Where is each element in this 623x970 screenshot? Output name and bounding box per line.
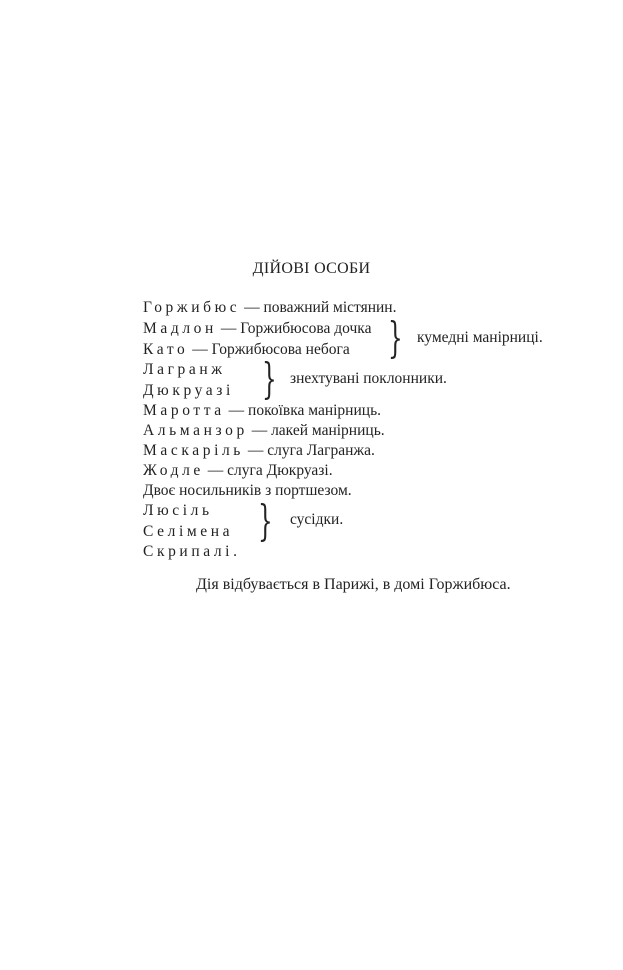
group-label-susidky: сусідки. bbox=[290, 511, 344, 528]
character-name: Альманзор bbox=[143, 422, 248, 439]
character-role: Двоє носильників з портшезом. bbox=[143, 482, 352, 499]
character-line bbox=[143, 522, 233, 541]
group-label-poklonnyky: знехтувані поклонники. bbox=[290, 370, 447, 387]
character-role: — поважний містянин. bbox=[240, 299, 397, 316]
character-role: — покоївка манірниць. bbox=[224, 402, 382, 419]
character-line bbox=[143, 340, 350, 359]
character-name: Като bbox=[143, 341, 189, 358]
right-brace-icon: } bbox=[388, 313, 403, 362]
character-line bbox=[143, 381, 234, 400]
right-brace-icon: } bbox=[262, 354, 277, 403]
character-name: Лагранж bbox=[143, 361, 226, 378]
group-label-manirnytsi: кумедні манірниці. bbox=[417, 329, 543, 346]
character-line bbox=[143, 501, 213, 520]
character-name: Скрипалі. bbox=[143, 543, 241, 560]
character-role: — слуга Дюкруазі. bbox=[203, 462, 333, 479]
character-name: Селімена bbox=[143, 523, 234, 540]
character-name: Дюкруазі bbox=[143, 382, 234, 399]
character-line bbox=[143, 441, 375, 460]
right-brace-icon: } bbox=[258, 496, 273, 545]
character-role: — лакей манірниць. bbox=[247, 422, 385, 439]
character-line bbox=[143, 421, 385, 440]
character-line bbox=[143, 401, 381, 420]
character-line bbox=[143, 461, 333, 480]
character-line bbox=[143, 319, 371, 338]
character-name: Горжибюс bbox=[143, 299, 241, 316]
character-line bbox=[143, 298, 396, 317]
character-role: — Горжибюсова небога bbox=[188, 341, 350, 358]
character-name: Маротта bbox=[143, 402, 225, 419]
character-name: Маскаріль bbox=[143, 442, 244, 459]
character-line bbox=[143, 481, 352, 500]
character-name: Жодле bbox=[143, 462, 204, 479]
setting-note: Дія відбувається в Парижі, в домі Горжибюса. bbox=[196, 576, 511, 593]
character-name: Люсіль bbox=[143, 502, 213, 519]
character-role: — Горжибюсова дочка bbox=[216, 320, 372, 337]
character-line bbox=[143, 542, 241, 561]
character-name: Мадлон bbox=[143, 320, 217, 337]
page-title: ДІЙОВІ ОСОБИ bbox=[252, 260, 371, 277]
character-line bbox=[143, 360, 226, 379]
character-role: — слуга Лагранжа. bbox=[243, 442, 375, 459]
